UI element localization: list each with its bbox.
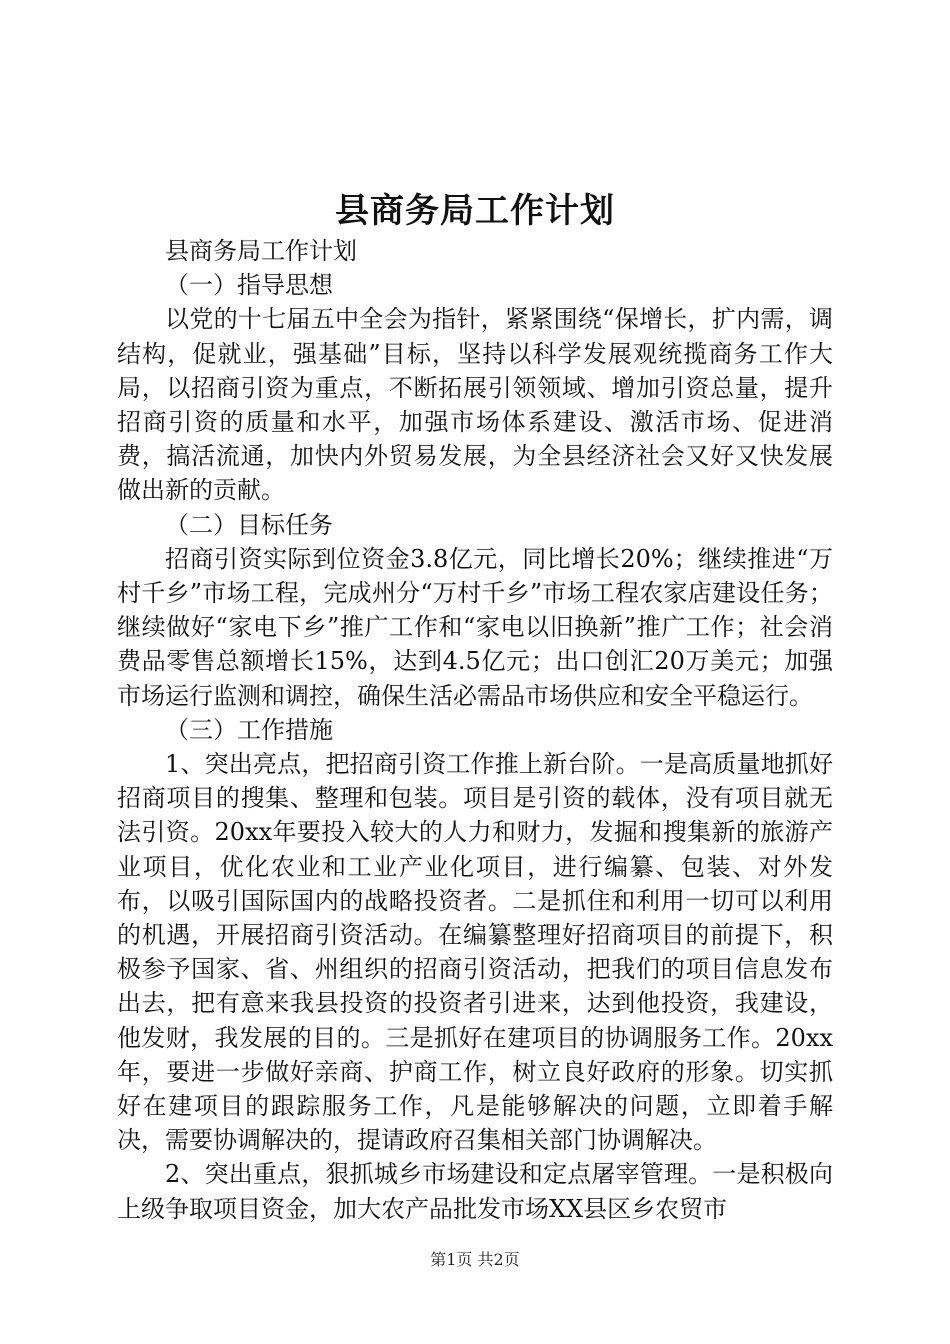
paragraph-measure-2: 2、突出重点，狠抓城乡市场建设和定点屠宰管理。一是积极向上级争取项目资金，加大农产品批发市场XX县区乡农贸市 [117,1160,833,1223]
paragraph-measure-1: 1、突出亮点，把招商引资工作推上新台阶。一是高质量地抓好招商项目的搜集、整理和包装。项目是引资的载体，没有项目就无法引资。20xx年要投入较大的人力和财力，发掘和搜集新的旅游产业项目，优化农业和工业产业化项目，进行编纂、包装、对外发布，以吸引国际国内的战略投资者。二是抓住和利用一切可以利用的机遇，开展招商引资活动。在编纂整理好招商项目的前提下，积极参予国家、省、州组织的招商引资活动，把我们的项目信息发布出去，把有意来我县投资的投资者引进来，达到他投资，我建设，他发财，我发展的目的。三是抓好在建项目的协调服务工作。20xx年，要进一步做好亲商、护商工作，树立良好政府的形象。切实抓好在建项目的跟踪服务工作，凡是能够解决的问题，立即着手解决，需要协调解决的，提请政府召集相关部门协调解决。 [117,750,833,1155]
document-body [117,234,833,1226]
section-heading-guiding-ideology: （一）指导思想 [165,271,333,300]
document-title: 县商务局工作计划 [335,191,615,231]
section-heading-measures: （三）工作措施 [165,715,333,744]
page-footer: 第1页 共2页 [430,1250,520,1269]
section-heading-targets: （二）目标任务 [165,510,333,539]
subtitle-line: 县商务局工作计划 [165,237,357,265]
paragraph-guiding-ideology: 以党的十七届五中全会为指针，紧紧围绕“保增长，扩内需，调结构，促就业，强基础”目标，坚持以科学发展观统揽商务工作大局，以招商引资为重点，不断拓展引领领域、增加引资总量，提升招商引资的质量和水平，加强市场体系建设、激活市场、促进消费，搞活流通，加快内外贸易发展，为全县经济社会又好又快发展做出新的贡献。 [117,305,833,505]
paragraph-targets: 招商引资实际到位资金3.8亿元，同比增长20%；继续推进“万村千乡”市场工程，完成州分“万村千乡”市场工程农家店建设任务；继续做好“家电下乡”推广工作和“家电以旧换新”推广工作；社会消费品零售总额增长15%，达到4.5亿元；出口创汇20万美元；加强市场运行监测和调控，确保生活必需品市场供应和安全平稳运行。 [117,544,833,710]
